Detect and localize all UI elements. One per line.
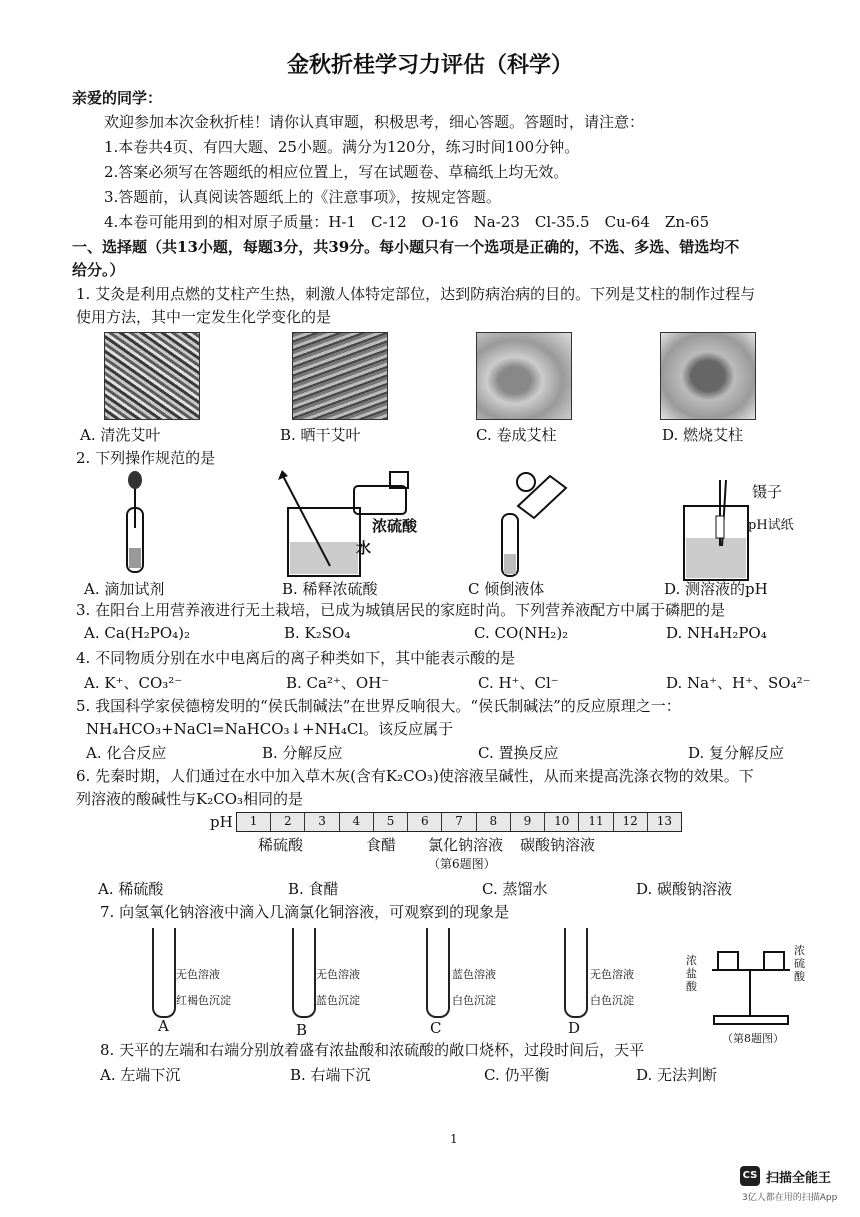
q8-option-d: D. 无法判断 — [636, 1066, 718, 1084]
tube-a-top-label: 无色溶液 — [176, 968, 220, 981]
q4-option-c: C. H⁺、Cl⁻ — [478, 674, 559, 692]
q2-option-d: D. 测溶液的pH — [664, 580, 768, 598]
intro: 欢迎参加本次金秋折桂！请你认真审题，积极思考，细心答题。答题时，请注意： — [104, 113, 645, 131]
q2-option-a: A. 滴加试剂 — [84, 580, 165, 598]
footer-tagline: 3亿人都在用的扫描App — [742, 1193, 838, 1203]
note-3: 3.答题前，认真阅读答题纸上的《注意事项》，按规定答题。 — [104, 188, 501, 206]
tube-b-top-label: 无色溶液 — [316, 968, 360, 981]
ph-name-sulfuric: 稀硫酸 — [258, 836, 304, 854]
ph-scale-label: pH — [210, 813, 233, 831]
q5-equation: NH₄HCO₃+NaCl=NaHCO₃↓+NH₄Cl。该反应属于 — [86, 720, 454, 738]
balance-caption: （第8题图） — [722, 1032, 784, 1045]
q6-option-b: B. 食醋 — [288, 880, 339, 898]
footer-brand: 扫描全能王 — [766, 1171, 832, 1186]
ph-cell: 9 — [511, 813, 545, 831]
q2-stem: 2. 下列操作规范的是 — [76, 449, 216, 467]
test-tube-a — [152, 928, 176, 1018]
q4-option-d: D. Na⁺、H⁺、SO₄²⁻ — [666, 674, 811, 692]
dropper-diagram — [110, 468, 160, 578]
photo-washing-leaves — [104, 332, 200, 420]
tube-a-letter: A — [158, 1017, 169, 1035]
page-title: 金秋折桂学习力评估（科学） — [286, 52, 573, 78]
ph-cell: 12 — [614, 813, 648, 831]
q6-option-d: D. 碳酸钠溶液 — [636, 880, 733, 898]
label-water: 水 — [356, 539, 372, 557]
q4-stem: 4. 不同物质分别在水中电离后的离子种类如下，其中能表示酸的是 — [76, 649, 516, 667]
test-tube-d — [564, 928, 588, 1018]
tube-d-bottom-label: 白色沉淀 — [590, 994, 634, 1007]
ph-cell: 2 — [271, 813, 305, 831]
q3-option-c: C. CO(NH₂)₂ — [474, 624, 569, 642]
balance-right-label: 浓硫酸 — [794, 944, 805, 983]
section-heading: 一、选择题（共13小题，每题3分，共39分。每小题只有一个选项是正确的，不选、多选、错选均不 — [72, 238, 740, 256]
tube-d-top-label: 无色溶液 — [590, 968, 634, 981]
q1-stem-cont: 使用方法，其中一定发生化学变化的是 — [76, 308, 332, 326]
q7-stem: 7. 向氢氧化钠溶液中滴入几滴氯化铜溶液，可观察到的现象是 — [100, 903, 510, 921]
ph-cell: 5 — [374, 813, 408, 831]
label-ph-paper: pH试纸 — [748, 518, 794, 533]
q5-option-c: C. 置换反应 — [478, 744, 559, 762]
q1-option-c: C. 卷成艾柱 — [476, 426, 557, 444]
q1-option-a: A. 清洗艾叶 — [80, 426, 161, 444]
ph-cell: 10 — [545, 813, 579, 831]
q5-option-a: A. 化合反应 — [86, 744, 167, 762]
ph-cell: 3 — [305, 813, 339, 831]
tube-c-top-label: 蓝色溶液 — [452, 968, 496, 981]
q4-option-b: B. Ca²⁺、OH⁻ — [286, 674, 390, 692]
balance-left-label: 浓盐酸 — [686, 954, 697, 993]
ph-test-diagram — [676, 476, 756, 584]
test-tube-c — [426, 928, 450, 1018]
q8-option-c: C. 仍平衡 — [484, 1066, 550, 1084]
ph-cell: 11 — [579, 813, 613, 831]
ph-cell: 6 — [408, 813, 442, 831]
q3-stem: 3. 在阳台上用营养液进行无土栽培，已成为城镇居民的家庭时尚。下列营养液配方中属于磷肥的是 — [76, 601, 726, 619]
q6-option-a: A. 稀硫酸 — [98, 880, 164, 898]
pouring-diagram — [490, 466, 570, 581]
ph-scale — [236, 812, 682, 832]
tube-b-bottom-label: 蓝色沉淀 — [316, 994, 360, 1007]
q2-option-c: C 倾倒液体 — [468, 580, 545, 598]
q8-option-a: A. 左端下沉 — [100, 1066, 181, 1084]
tube-a-bottom-label: 红褐色沉淀 — [176, 994, 231, 1007]
photo-drying-leaves — [292, 332, 388, 420]
tube-c-bottom-label: 白色沉淀 — [452, 994, 496, 1007]
tube-d-letter: D — [568, 1019, 581, 1037]
photo-burning-column — [660, 332, 756, 420]
q6-caption: （第6题图） — [428, 857, 496, 871]
q4-option-a: A. K⁺、CO₃²⁻ — [84, 674, 183, 692]
q6-stem-cont: 列溶液的酸碱性与K₂CO₃相同的是 — [76, 790, 304, 808]
balance-diagram — [700, 940, 800, 1030]
q6-option-c: C. 蒸馏水 — [482, 880, 548, 898]
label-tweezers: 镊子 — [752, 483, 783, 501]
q3-option-b: B. K₂SO₄ — [284, 624, 351, 642]
ph-cell: 4 — [340, 813, 374, 831]
q5-option-d: D. 复分解反应 — [688, 744, 785, 762]
q5-option-b: B. 分解反应 — [262, 744, 343, 762]
page-number: 1 — [450, 1132, 458, 1146]
q8-option-b: B. 右端下沉 — [290, 1066, 371, 1084]
test-tube-b — [292, 928, 316, 1018]
ph-name-vinegar: 食醋 — [366, 836, 397, 854]
photo-rolling-column — [476, 332, 572, 420]
ph-cell: 8 — [477, 813, 511, 831]
ph-name-nacl: 氯化钠溶液 — [428, 836, 504, 854]
q1-stem: 1. 艾灸是利用点燃的艾柱产生热，刺激人体特定部位，达到防病治病的目的。下列是艾柱的制作过程与 — [76, 285, 756, 303]
greeting: 亲爱的同学： — [72, 89, 163, 107]
q2-option-b: B. 稀释浓硫酸 — [282, 580, 378, 598]
section-heading-cont: 给分。） — [72, 261, 125, 279]
note-2: 2.答案必须写在答题纸的相应位置上，写在试题卷、草稿纸上均无效。 — [104, 163, 569, 181]
ph-cell: 13 — [648, 813, 681, 831]
ph-cell: 7 — [442, 813, 476, 831]
q3-option-d: D. NH₄H₂PO₄ — [666, 624, 767, 642]
ph-cell: 1 — [237, 813, 271, 831]
q5-stem: 5. 我国科学家侯德榜发明的“侯氏制碱法”在世界反响很大。“侯氏制碱法”的反应原理之一： — [76, 697, 681, 715]
tube-b-letter: B — [296, 1021, 308, 1039]
q1-option-d: D. 燃烧艾柱 — [662, 426, 744, 444]
q3-option-a: A. Ca(H₂PO₄)₂ — [84, 624, 191, 642]
q8-stem: 8. 天平的左端和右端分别放着盛有浓盐酸和浓硫酸的敞口烧杯，过段时间后，天平 — [100, 1041, 645, 1059]
tube-c-letter: C — [430, 1019, 442, 1037]
q6-stem: 6. 先秦时期，人们通过在水中加入草木灰(含有K₂CO₃)使溶液呈碱性，从而来提高洗涤衣物的效果。下 — [76, 767, 754, 785]
note-4: 4.本卷可能用到的相对原子质量：H-1 C-12 O-16 Na-23 Cl-35.5 Cu-64 Zn-65 — [104, 213, 710, 231]
q1-option-b: B. 晒干艾叶 — [280, 426, 361, 444]
ph-name-na2co3: 碳酸钠溶液 — [520, 836, 596, 854]
note-1: 1.本卷共4页、有四大题、25小题。满分为120分，练习时间100分钟。 — [104, 138, 580, 156]
label-concentrated-acid: 浓硫酸 — [372, 517, 418, 535]
camscanner-logo: CS — [740, 1166, 760, 1186]
